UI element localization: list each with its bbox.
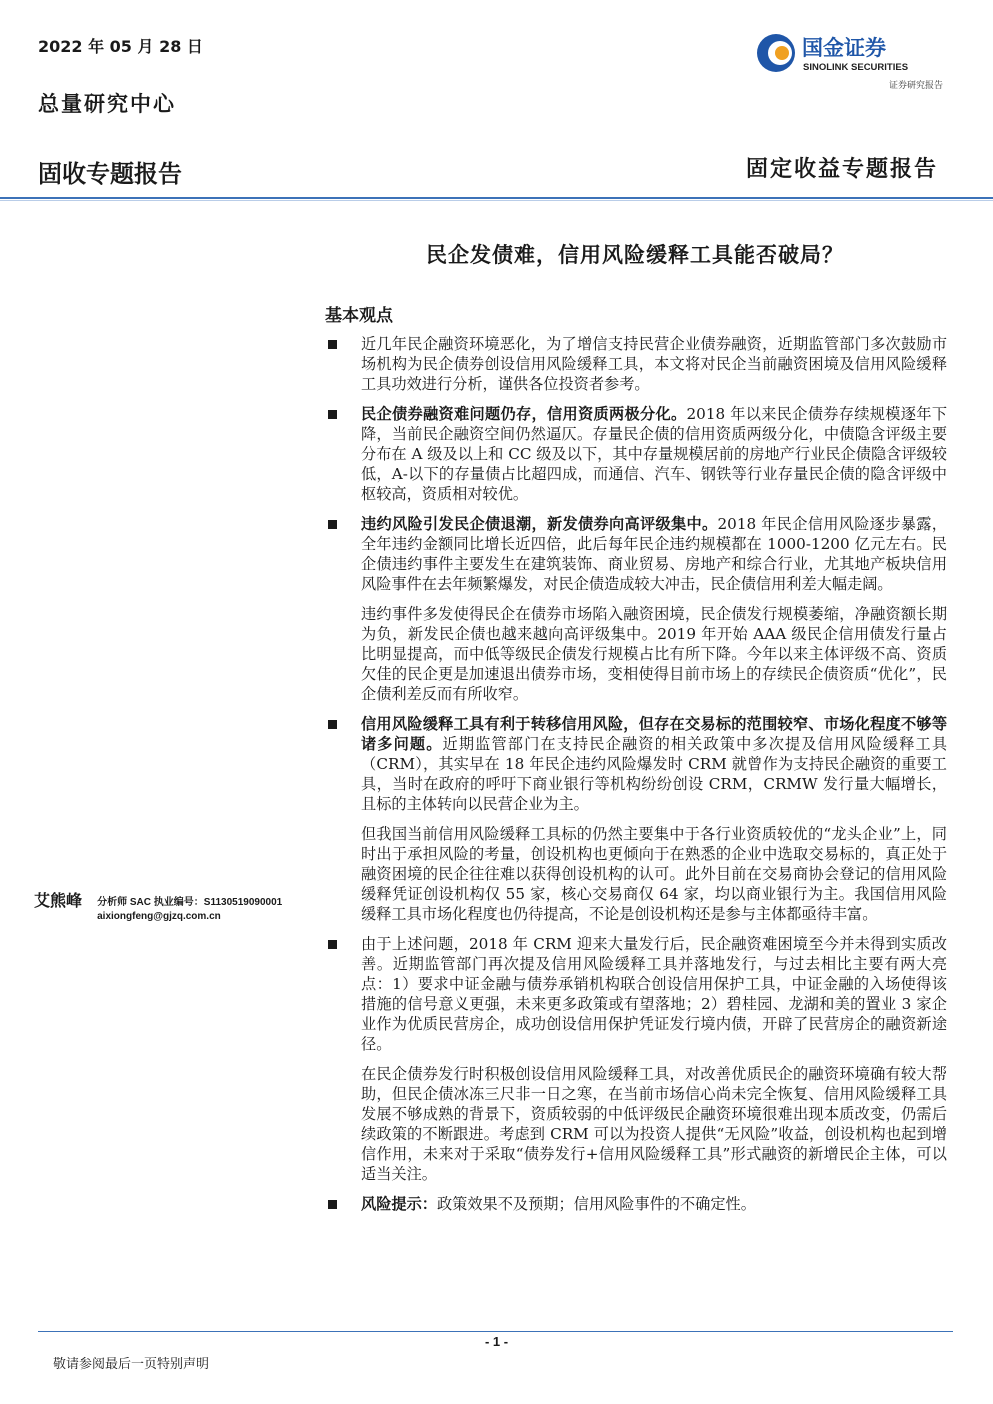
key-point-text: 近几年民企融资环境恶化，为了增信支持民营企业债券融资，近期监管部门多次鼓励市场机构为民企债券创设信用风险缓释工具，本文将对民企当前融资困境及信用风险缓释工具功效进行分析，谨供各位投资者参考。 [361, 335, 947, 393]
footer-divider [38, 1331, 953, 1332]
disclaimer-note: 敬请参阅最后一页特别声明 [53, 1357, 210, 1372]
risk-warning-item [325, 1194, 947, 1214]
square-bullet-icon [328, 520, 337, 529]
square-bullet-icon [328, 940, 337, 949]
report-type: 固收专题报告 [38, 160, 182, 188]
key-point-item [325, 934, 947, 1184]
key-point-item [325, 714, 947, 924]
key-point-paragraph: 在民企债券发行时积极创设信用风险缓释工具，对改善优质民企的融资环境确有较大帮助，但民企债冰冻三尺非一日之寒，在当前市场信心尚未完全恢复、信用风险缓释工具发展不够成熟的背景下，资质较弱的中低评级民企融资环境很难出现本质改变，仍需后续政策的不断跟进。考虑到 CRM 可以为投资人提供“无风险”收益，创设机构也起到增信作用，未来对于采取“债券发行+信用风险缓释工具”形式融资的新增民企主体，可以适当关注。 [361, 1065, 947, 1183]
header-divider-thin [0, 200, 993, 201]
key-point-text: 民企债券融资难问题仍存，信用资质两极分化。2018 年以来民企债券存续规模逐年下降，当前民企融资空间仍然逼仄。存量民企债的信用资质两级分化，中债隐含评级主要分布在 A 级及以上和 CC 级及以下，其中存量规模居前的房地产行业民企债隐含评级较低，A-以下的存量债占比超四成，而通信、汽车、钢铁等行业存量民企债的隐含评级中枢较高，资质相对较优。 [361, 405, 948, 503]
report-date: 2022 年 05 月 28 日 [38, 37, 203, 56]
analyst-certificate: 分析师 SAC 执业编号：S1130519090001 [97, 897, 283, 908]
page-number: - 1 - [484, 1334, 509, 1349]
key-points [325, 334, 947, 1224]
key-point-item [325, 334, 947, 394]
section-heading: 基本观点 [325, 306, 393, 326]
key-point-paragraph: 违约事件多发使得民企在债券市场陷入融资困境，民企债发行规模萎缩，净融资额长期为负，新发民企债也越来越向高评级集中。2019 年开始 AAA 级民企信用债发行量占比明显提高，而中低等级民企债发行规模占比有所下降。今年以来主体评级不高、资质欠佳的民企更是加速退出债券市场，变相使得目前市场上的存续民企债资质“优化”，民企债利差反而有所收窄。 [361, 605, 947, 703]
sinolink-logo [756, 30, 946, 76]
key-point-paragraph: 但我国当前信用风险缓释工具标的仍然主要集中于各行业资质较优的“龙头企业”上，同时出于承担风险的考量，创设机构也更倾向于在熟悉的企业中选取交易标的，真正处于融资困境的民企往往难以获得创设机构的认可。此外目前在交易商协会登记的信用风险缓释凭证创设机构仅 55 家，核心交易商仅 64 家，均以商业银行为主。我国信用风险缓释工具市场化程度也仍待提高，不论是创设机构还是参与主体都亟待丰富。 [361, 825, 947, 923]
analyst-info [34, 888, 319, 922]
research-center: 总量研究中心 [38, 91, 176, 116]
analyst-meta [97, 893, 282, 922]
square-bullet-icon [328, 720, 337, 729]
analyst-email[interactable]: aixiongfeng@gjzq.com.cn [97, 911, 221, 922]
logo-cn-text: 国金证券 [802, 36, 886, 60]
header-divider [0, 197, 993, 199]
key-point-text: 由于上述问题，2018 年 CRM 迎来大量发行后，民企融资难困境至今并未得到实质改善。近期监管部门再次提及信用风险缓释工具并落地发行，与过去相比主要有两大亮点：1）要求中证金融与债券承销机构联合创设信用保护工具，中证金融的入场使得该措施的信号意义更强，未来更多政策或有望落地；2）碧桂园、龙湖和美的置业 3 家企业作为优质民营房企，成功创设信用保护凭证发行境内债，开辟了民营房企的融资新途径。 [361, 935, 947, 1053]
risk-warning-text: 风险提示：政策效果不及预期；信用风险事件的不确定性。 [361, 1195, 756, 1213]
square-bullet-icon [328, 410, 337, 419]
square-bullet-icon [328, 1200, 337, 1209]
key-point-text: 违约风险引发民企债退潮，新发债券向高评级集中。2018 年民企信用风险逐步暴露，全年违约金额同比增长近四倍，此后每年民企违约规模都在 1000-1200 亿元左右。民企债违约事件主要发生在建筑装饰、商业贸易、房地产和综合行业，尤其地产板块信用风险事件在去年频繁爆发，对民企债造成较大冲击，民企债信用利差大幅走阔。 [361, 515, 947, 593]
analyst-name: 艾熊峰 [34, 891, 83, 910]
logo-subtitle: 证券研究报告 [888, 81, 943, 91]
key-point-item [325, 514, 947, 704]
square-bullet-icon [328, 340, 337, 349]
logo-en-text: SINOLINK SECURITIES [803, 62, 909, 73]
main-title: 民企发债难，信用风险缓释工具能否破局？ [426, 242, 844, 267]
key-point-item [325, 404, 947, 504]
key-point-text: 信用风险缓释工具有利于转移信用风险，但存在交易标的范围较窄、市场化程度不够等诸多问题。近期监管部门在支持民企融资的相关政策中多次提及信用风险缓释工具（CRM），其实早在 18 年民企违约风险爆发时 CRM 就曾作为支持民企融资的重要工具，当时在政府的呼吁下商业银行等机构纷纷创设 CRM，CRMW 发行量大幅增长，且标的主体转向以民营企业为主。 [361, 715, 948, 813]
report-category: 固定收益专题报告 [745, 156, 938, 182]
